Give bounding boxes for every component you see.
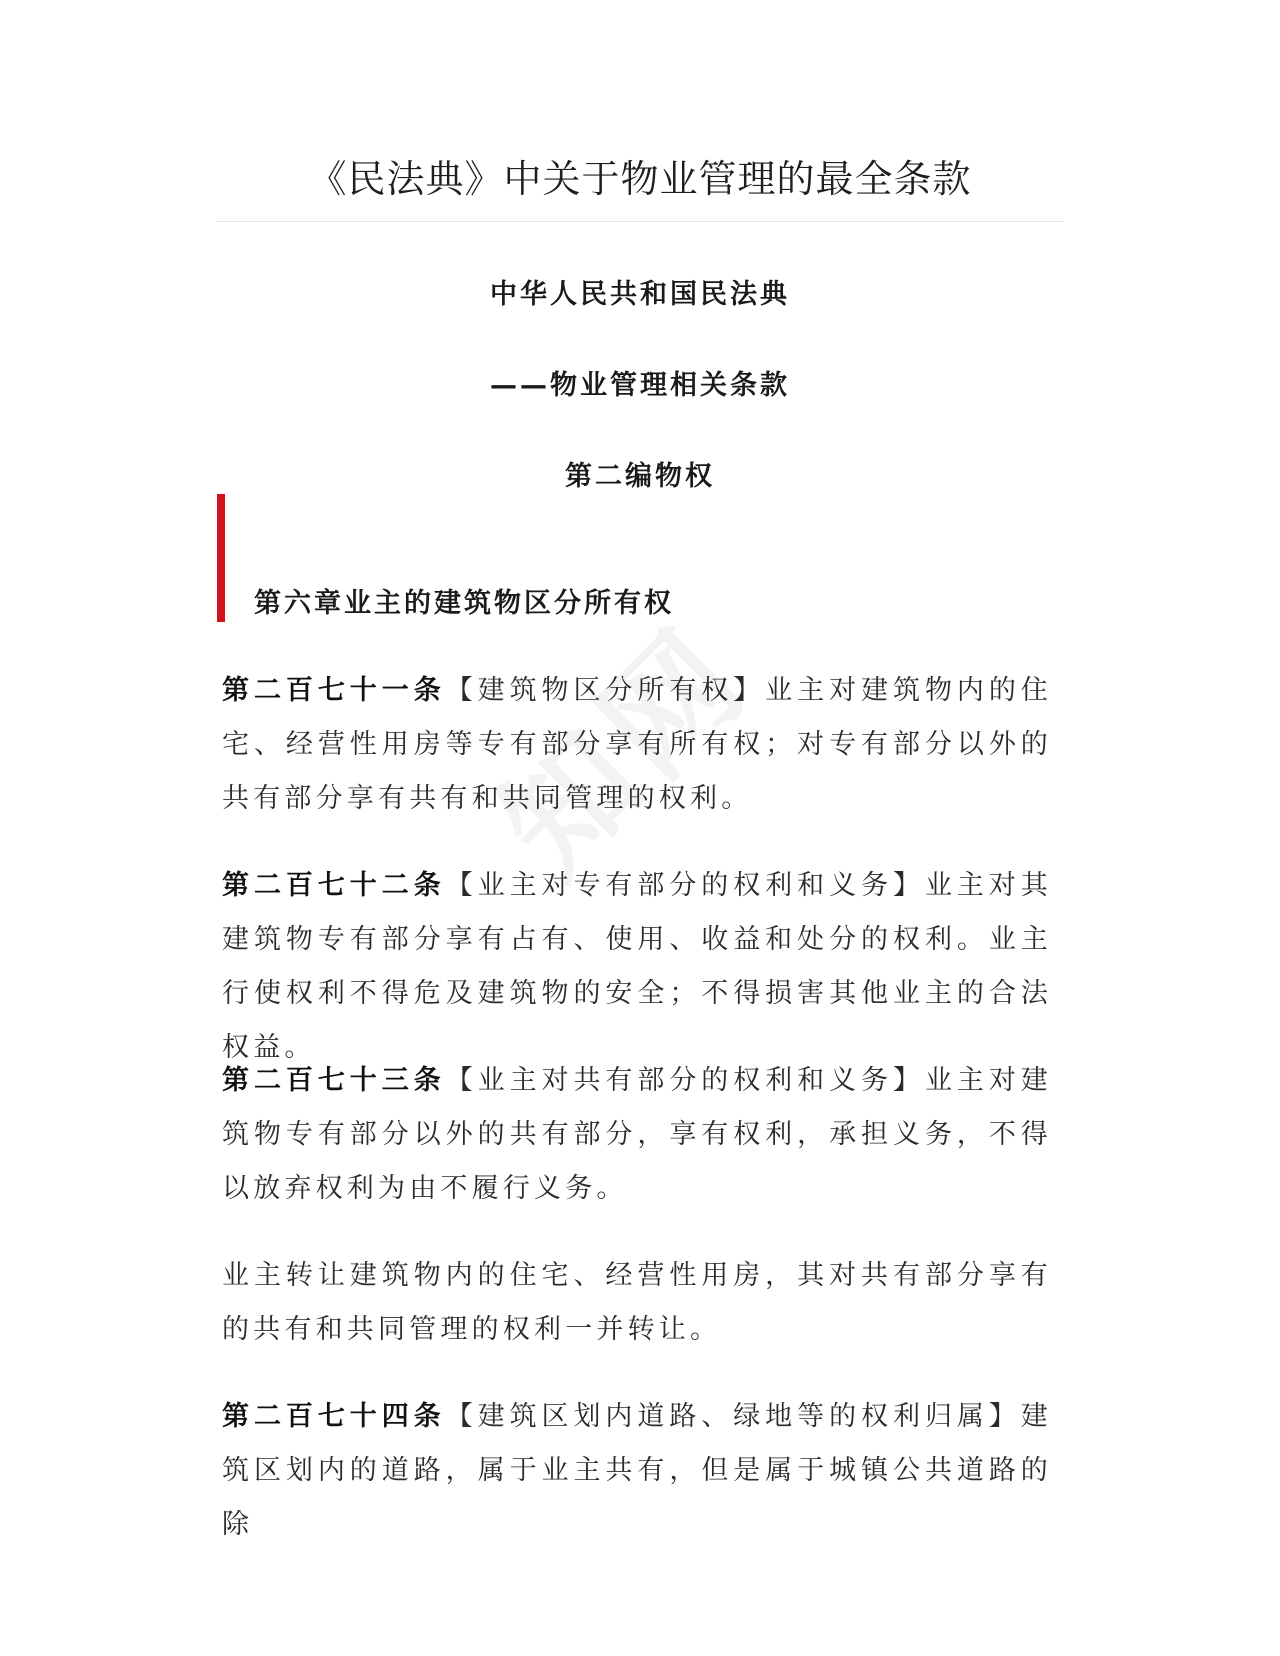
title-divider xyxy=(216,221,1064,222)
article-text: 业主转让建筑物内的住宅、经营性用房，其对共有部分享有的共有和共同管理的权利一并转让。 xyxy=(222,1260,1052,1345)
article-text: 【建筑区划内道路、绿地等的权利归属】建筑区划内的道路，属于业主共有，但是属于城镇公共道路的除 xyxy=(222,1401,1052,1540)
article-paragraph xyxy=(222,859,1052,1075)
article-number: 第二百七十三条 xyxy=(222,1065,446,1096)
article-number: 第二百七十四条 xyxy=(222,1401,446,1432)
subtitle-heading: ——物业管理相关条款 xyxy=(490,370,790,401)
article-paragraph xyxy=(222,1054,1052,1216)
article-text: 【业主对专有部分的权利和义务】业主对其建筑物专有部分享有占有、使用、收益和处分的权利。业主行使权利不得危及建筑物的安全；不得损害其他业主的合法权益。 xyxy=(222,870,1052,1063)
article-text: 【建筑物区分所有权】业主对建筑物内的住宅、经营性用房等专有部分享有所有权；对专有部分以外的共有部分享有共有和共同管理的权利。 xyxy=(222,675,1052,814)
part-heading: 第二编物权 xyxy=(565,461,715,492)
article-paragraph xyxy=(222,1249,1052,1357)
article-number: 第二百七十二条 xyxy=(222,870,446,901)
page-title: 《民法典》中关于物业管理的最全条款 xyxy=(308,157,972,201)
law-name-heading: 中华人民共和国民法典 xyxy=(490,279,790,310)
article-number: 第二百七十一条 xyxy=(222,675,446,706)
chapter-heading: 第六章业主的建筑物区分所有权 xyxy=(254,588,674,619)
chapter-accent-bar xyxy=(217,494,225,622)
article-paragraph xyxy=(222,1390,1052,1552)
article-text: 【业主对共有部分的权利和义务】业主对建筑物专有部分以外的共有部分，享有权利，承担义务，不得以放弃权利为由不履行义务。 xyxy=(222,1065,1052,1204)
article-paragraph xyxy=(222,664,1052,826)
